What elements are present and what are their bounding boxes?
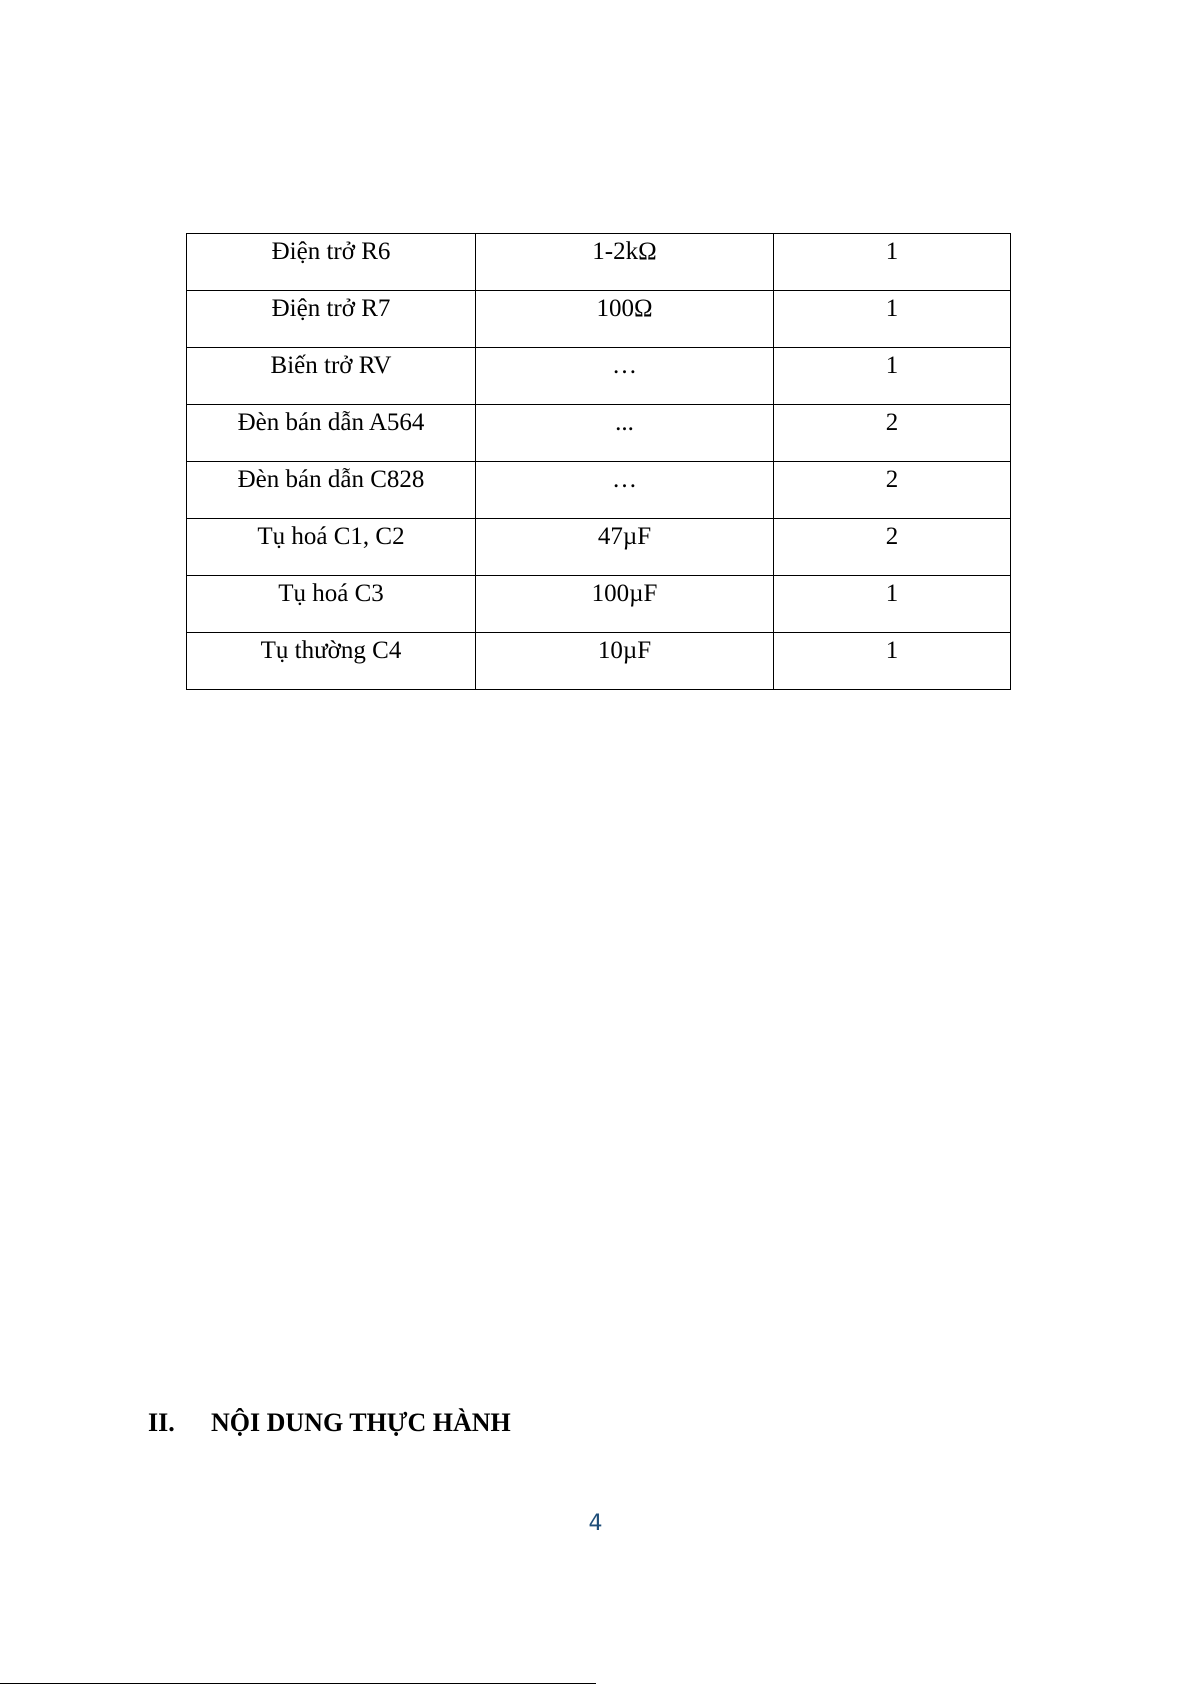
- component-qty: 1: [885, 352, 899, 379]
- component-name-cell: [187, 405, 476, 462]
- component-qty: 2: [885, 466, 899, 493]
- component-qty: 2: [885, 523, 899, 550]
- component-qty-cell: [774, 348, 1011, 405]
- component-qty-cell: [774, 519, 1011, 576]
- table-row: [187, 462, 1011, 519]
- component-value-cell: [476, 405, 774, 462]
- component-name: Tụ hoá C3: [278, 580, 384, 607]
- component-qty: 2: [885, 409, 899, 436]
- component-name-cell: [187, 462, 476, 519]
- component-name-cell: [187, 348, 476, 405]
- component-value: …: [612, 466, 637, 493]
- page-number: 4: [588, 1511, 603, 1536]
- table-row: [187, 576, 1011, 633]
- component-name: Đèn bán dẫn A564: [237, 409, 425, 436]
- components-table-body: [187, 234, 1011, 690]
- component-qty-cell: [774, 405, 1011, 462]
- component-value: 47µF: [597, 523, 652, 550]
- component-qty-cell: [774, 291, 1011, 348]
- section-heading: [148, 1406, 511, 1440]
- component-value: 1-2kΩ: [592, 238, 657, 265]
- table-row: [187, 633, 1011, 690]
- component-value-cell: [476, 519, 774, 576]
- component-qty: 1: [885, 637, 899, 664]
- component-qty: 1: [885, 238, 899, 265]
- table-row: [187, 348, 1011, 405]
- components-table: [186, 233, 1011, 690]
- table-row: [187, 405, 1011, 462]
- component-value-cell: [476, 234, 774, 291]
- table-row: [187, 519, 1011, 576]
- component-name: Biến trở RV: [270, 352, 392, 379]
- section-number: II.: [148, 1408, 175, 1437]
- component-value-cell: [476, 633, 774, 690]
- component-qty-cell: [774, 576, 1011, 633]
- component-qty-cell: [774, 633, 1011, 690]
- component-qty-cell: [774, 234, 1011, 291]
- component-name-cell: [187, 291, 476, 348]
- component-name-cell: [187, 576, 476, 633]
- component-value: 100µF: [591, 580, 658, 607]
- component-value: …: [612, 352, 637, 379]
- component-name: Tụ thường C4: [260, 637, 402, 664]
- component-qty-cell: [774, 462, 1011, 519]
- component-value: 10µF: [597, 637, 652, 664]
- component-qty: 1: [885, 580, 899, 607]
- footer-rule: [0, 1683, 596, 1684]
- component-value-cell: [476, 348, 774, 405]
- table-row: [187, 291, 1011, 348]
- component-name: Điện trở R6: [271, 238, 391, 265]
- component-qty: 1: [885, 295, 899, 322]
- component-value-cell: [476, 462, 774, 519]
- component-value-cell: [476, 291, 774, 348]
- component-name-cell: [187, 519, 476, 576]
- component-name-cell: [187, 234, 476, 291]
- section-title: NỘI DUNG THỰC HÀNH: [211, 1408, 511, 1437]
- component-name: Điện trở R7: [271, 295, 391, 322]
- table-row: [187, 234, 1011, 291]
- component-value-cell: [476, 576, 774, 633]
- component-value: 100Ω: [596, 295, 653, 322]
- component-name: Tụ hoá C1, C2: [257, 523, 405, 550]
- component-name-cell: [187, 633, 476, 690]
- component-name: Đèn bán dẫn C828: [237, 466, 425, 493]
- component-value: ...: [615, 409, 634, 436]
